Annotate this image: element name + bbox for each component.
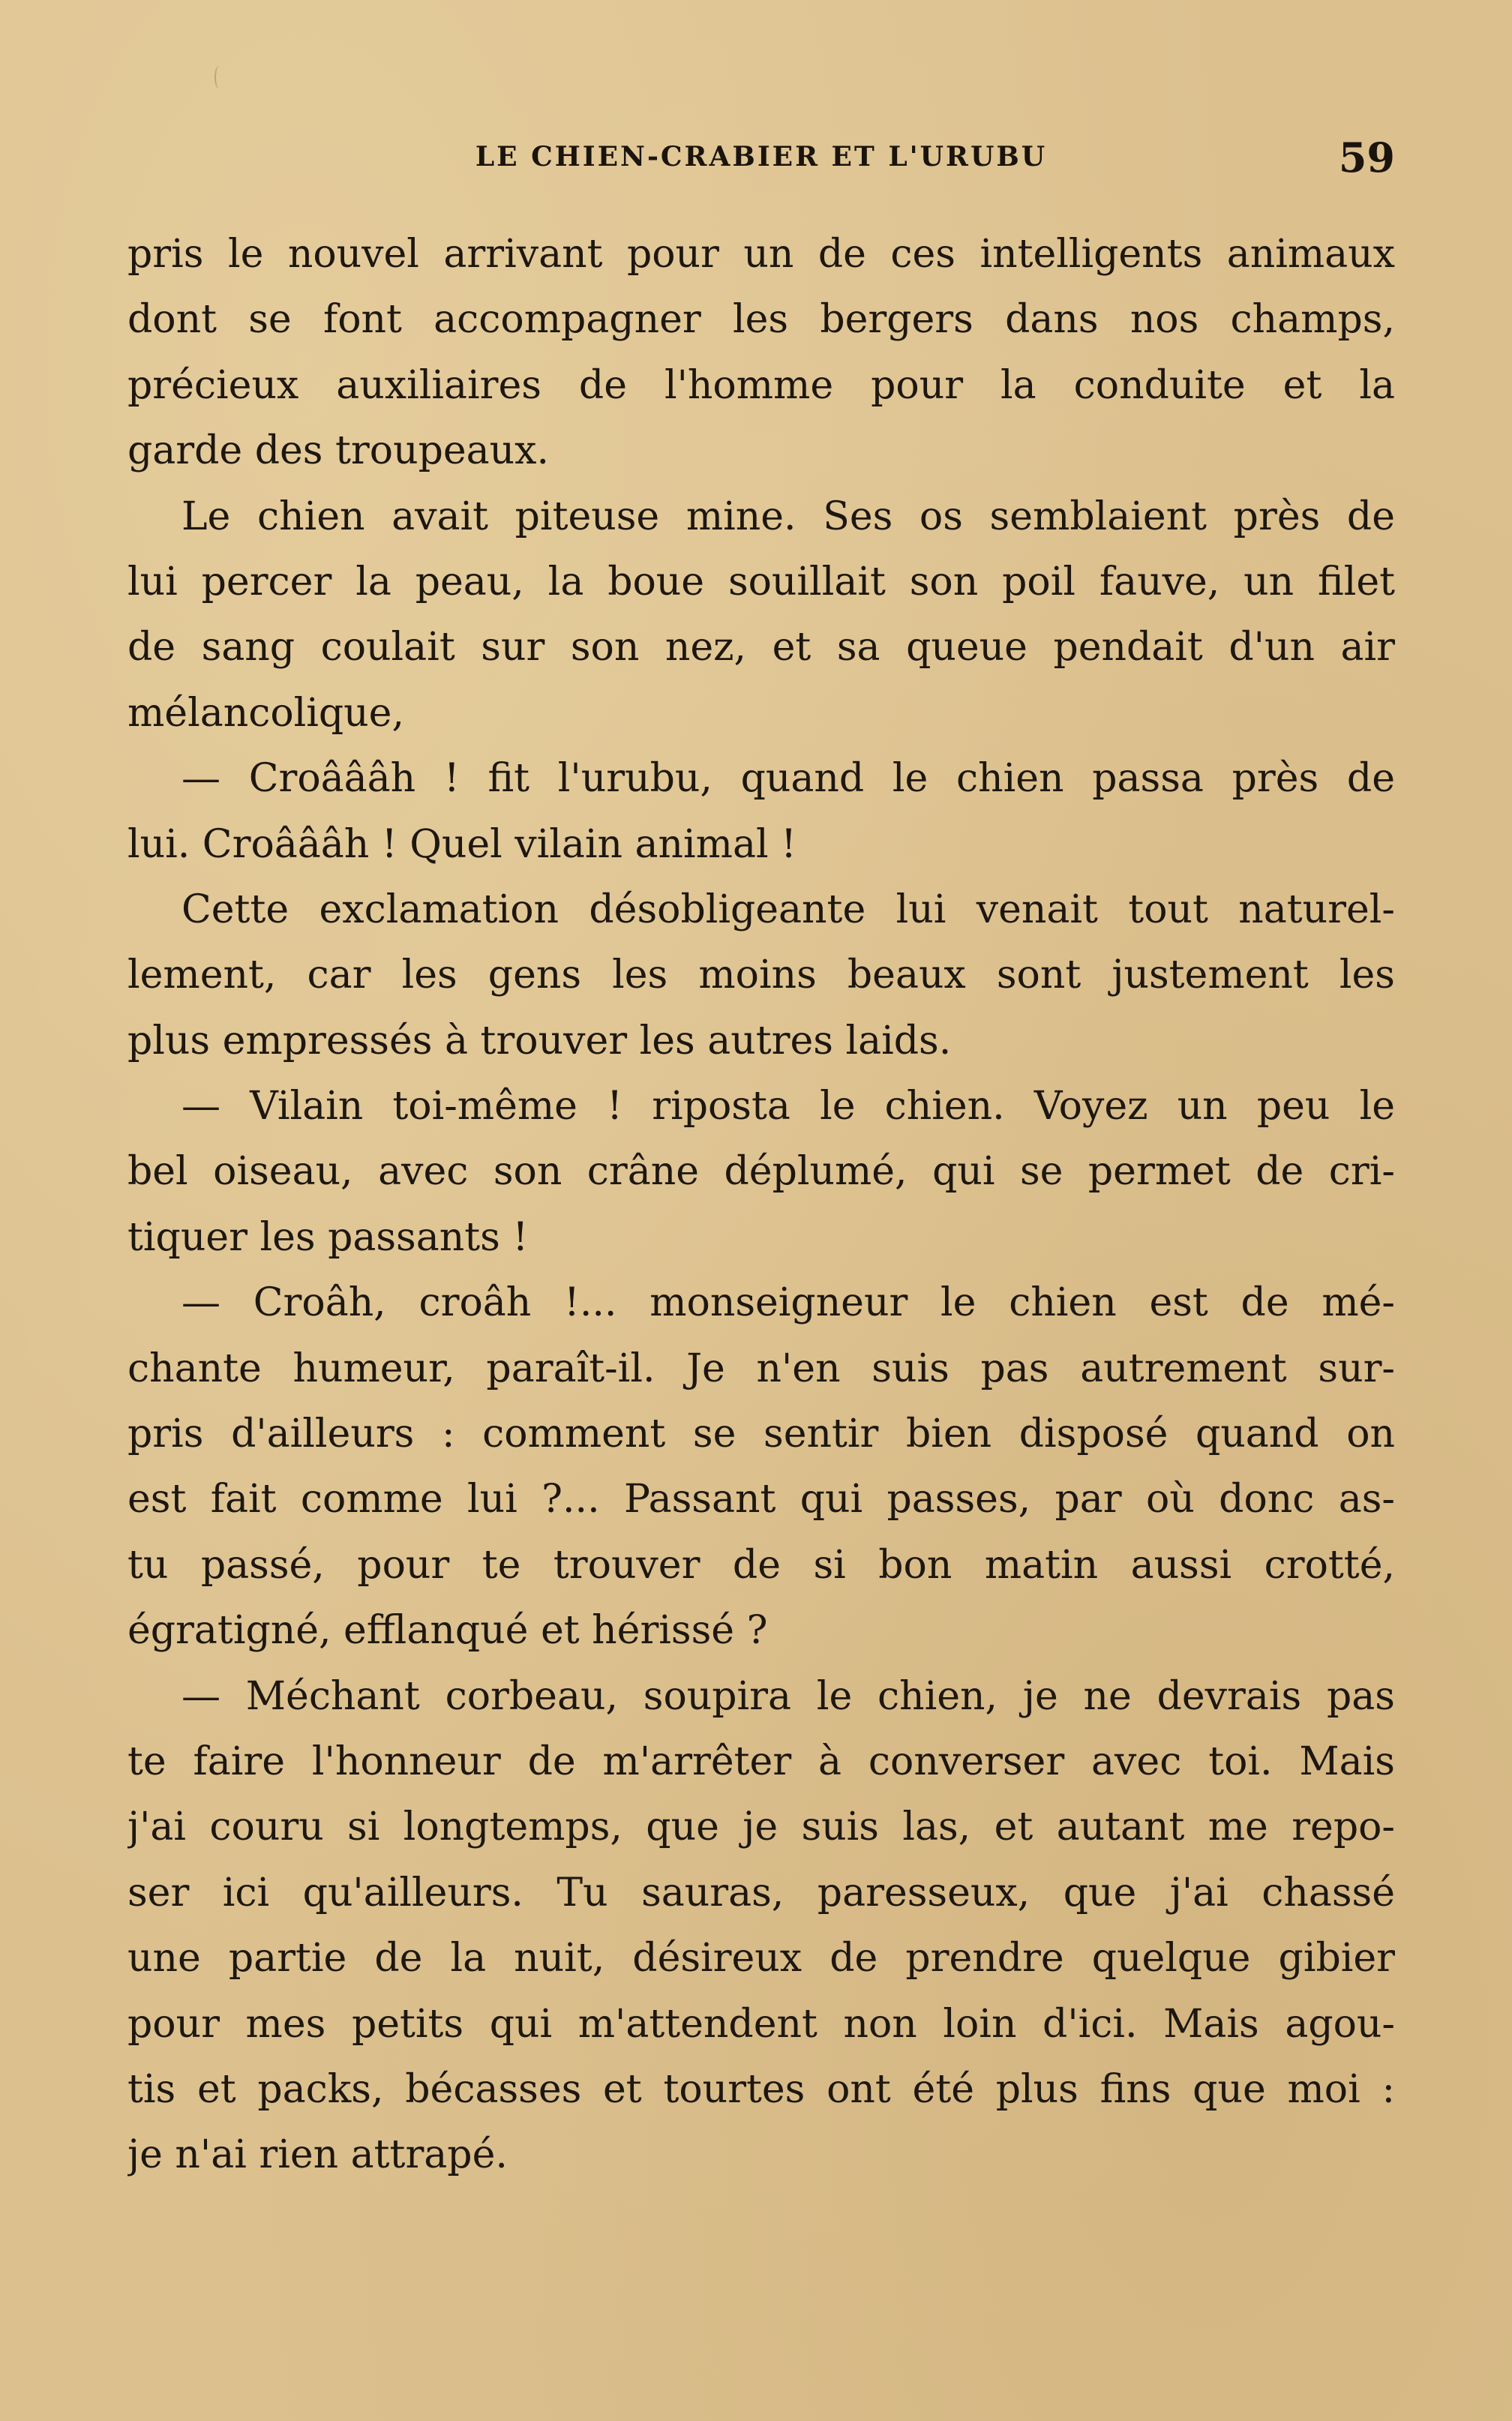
page-number: 59: [1338, 134, 1395, 182]
text-line: — Vilain toi-même ! riposta le chien. Voyez un peu le: [182, 1084, 1395, 1130]
running-head: [128, 134, 1395, 194]
text-line: de sang coulait sur son nez, et sa queue pendait d'un air: [128, 625, 1395, 670]
text-line: — Méchant corbeau, soupira le chien, je ne devrais pas: [182, 1673, 1395, 1719]
running-title: LE CHIEN-CRABIER ET L'URUBU: [475, 141, 1048, 172]
text-line: tis et packs, bécasses et tourtes ont été plus fins que moi :: [128, 2066, 1395, 2112]
text-line: est fait comme lui ?... Passant qui passes, par où donc as-: [128, 1477, 1395, 1522]
text-line: plus empressés à trouver les autres laids.: [128, 1018, 952, 1064]
text-line: — Croâââh ! fit l'urubu, quand le chien passa près de: [182, 756, 1395, 802]
text-line: lui. Croâââh ! Quel vilain animal !: [128, 821, 797, 867]
text-line: garde des troupeaux.: [128, 428, 549, 474]
paper-mark: [214, 66, 224, 88]
text-line: dont se font accompagner les bergers dans nos champs,: [128, 297, 1395, 343]
text-line: je n'ai rien attrapé.: [128, 2132, 508, 2178]
text-line: — Croâh, croâh !... monseigneur le chien est de mé-: [182, 1280, 1395, 1326]
text-line: pris d'ailleurs : comment se sentir bien disposé quand on: [128, 1412, 1395, 1457]
text-line: j'ai couru si longtemps, que je suis las, et autant me repo-: [128, 1804, 1395, 1850]
text-line: te faire l'honneur de m'arrêter à converser avec toi. Mais: [128, 1738, 1395, 1784]
text-line: chante humeur, paraît-il. Je n'en suis pas autrement sur-: [128, 1346, 1395, 1391]
text-line: égratigné, efflanqué et hérissé ?: [128, 1608, 768, 1654]
text-line: mélancolique,: [128, 690, 404, 736]
text-line: Cette exclamation désobligeante lui venait tout naturel-: [182, 886, 1395, 932]
text-line: ser ici qu'ailleurs. Tu sauras, paresseux, que j'ai chassé: [128, 1870, 1395, 1916]
text-line: pris le nouvel arrivant pour un de ces intelligents animaux: [128, 232, 1395, 277]
text-line: tu passé, pour te trouver de si bon matin aussi crotté,: [128, 1542, 1395, 1588]
text-line: lui percer la peau, la boue souillait son poil fauve, un filet: [128, 559, 1395, 604]
text-line: bel oiseau, avec son crâne déplumé, qui se permet de cri-: [128, 1149, 1395, 1195]
text-line: précieux auxiliaires de l'homme pour la conduite et la: [128, 362, 1395, 408]
text-line: une partie de la nuit, désireux de prendre quelque gibier: [128, 1936, 1395, 1982]
text-line: pour mes petits qui m'attendent non loin d'ici. Mais agou-: [128, 2001, 1395, 2047]
text-line: tiquer les passants !: [128, 1214, 529, 1260]
text-line: lement, car les gens les moins beaux sont justement les: [128, 952, 1395, 998]
text-line: Le chien avait piteuse mine. Ses os semblaient près de: [182, 494, 1395, 539]
body-text: [128, 222, 1395, 2188]
